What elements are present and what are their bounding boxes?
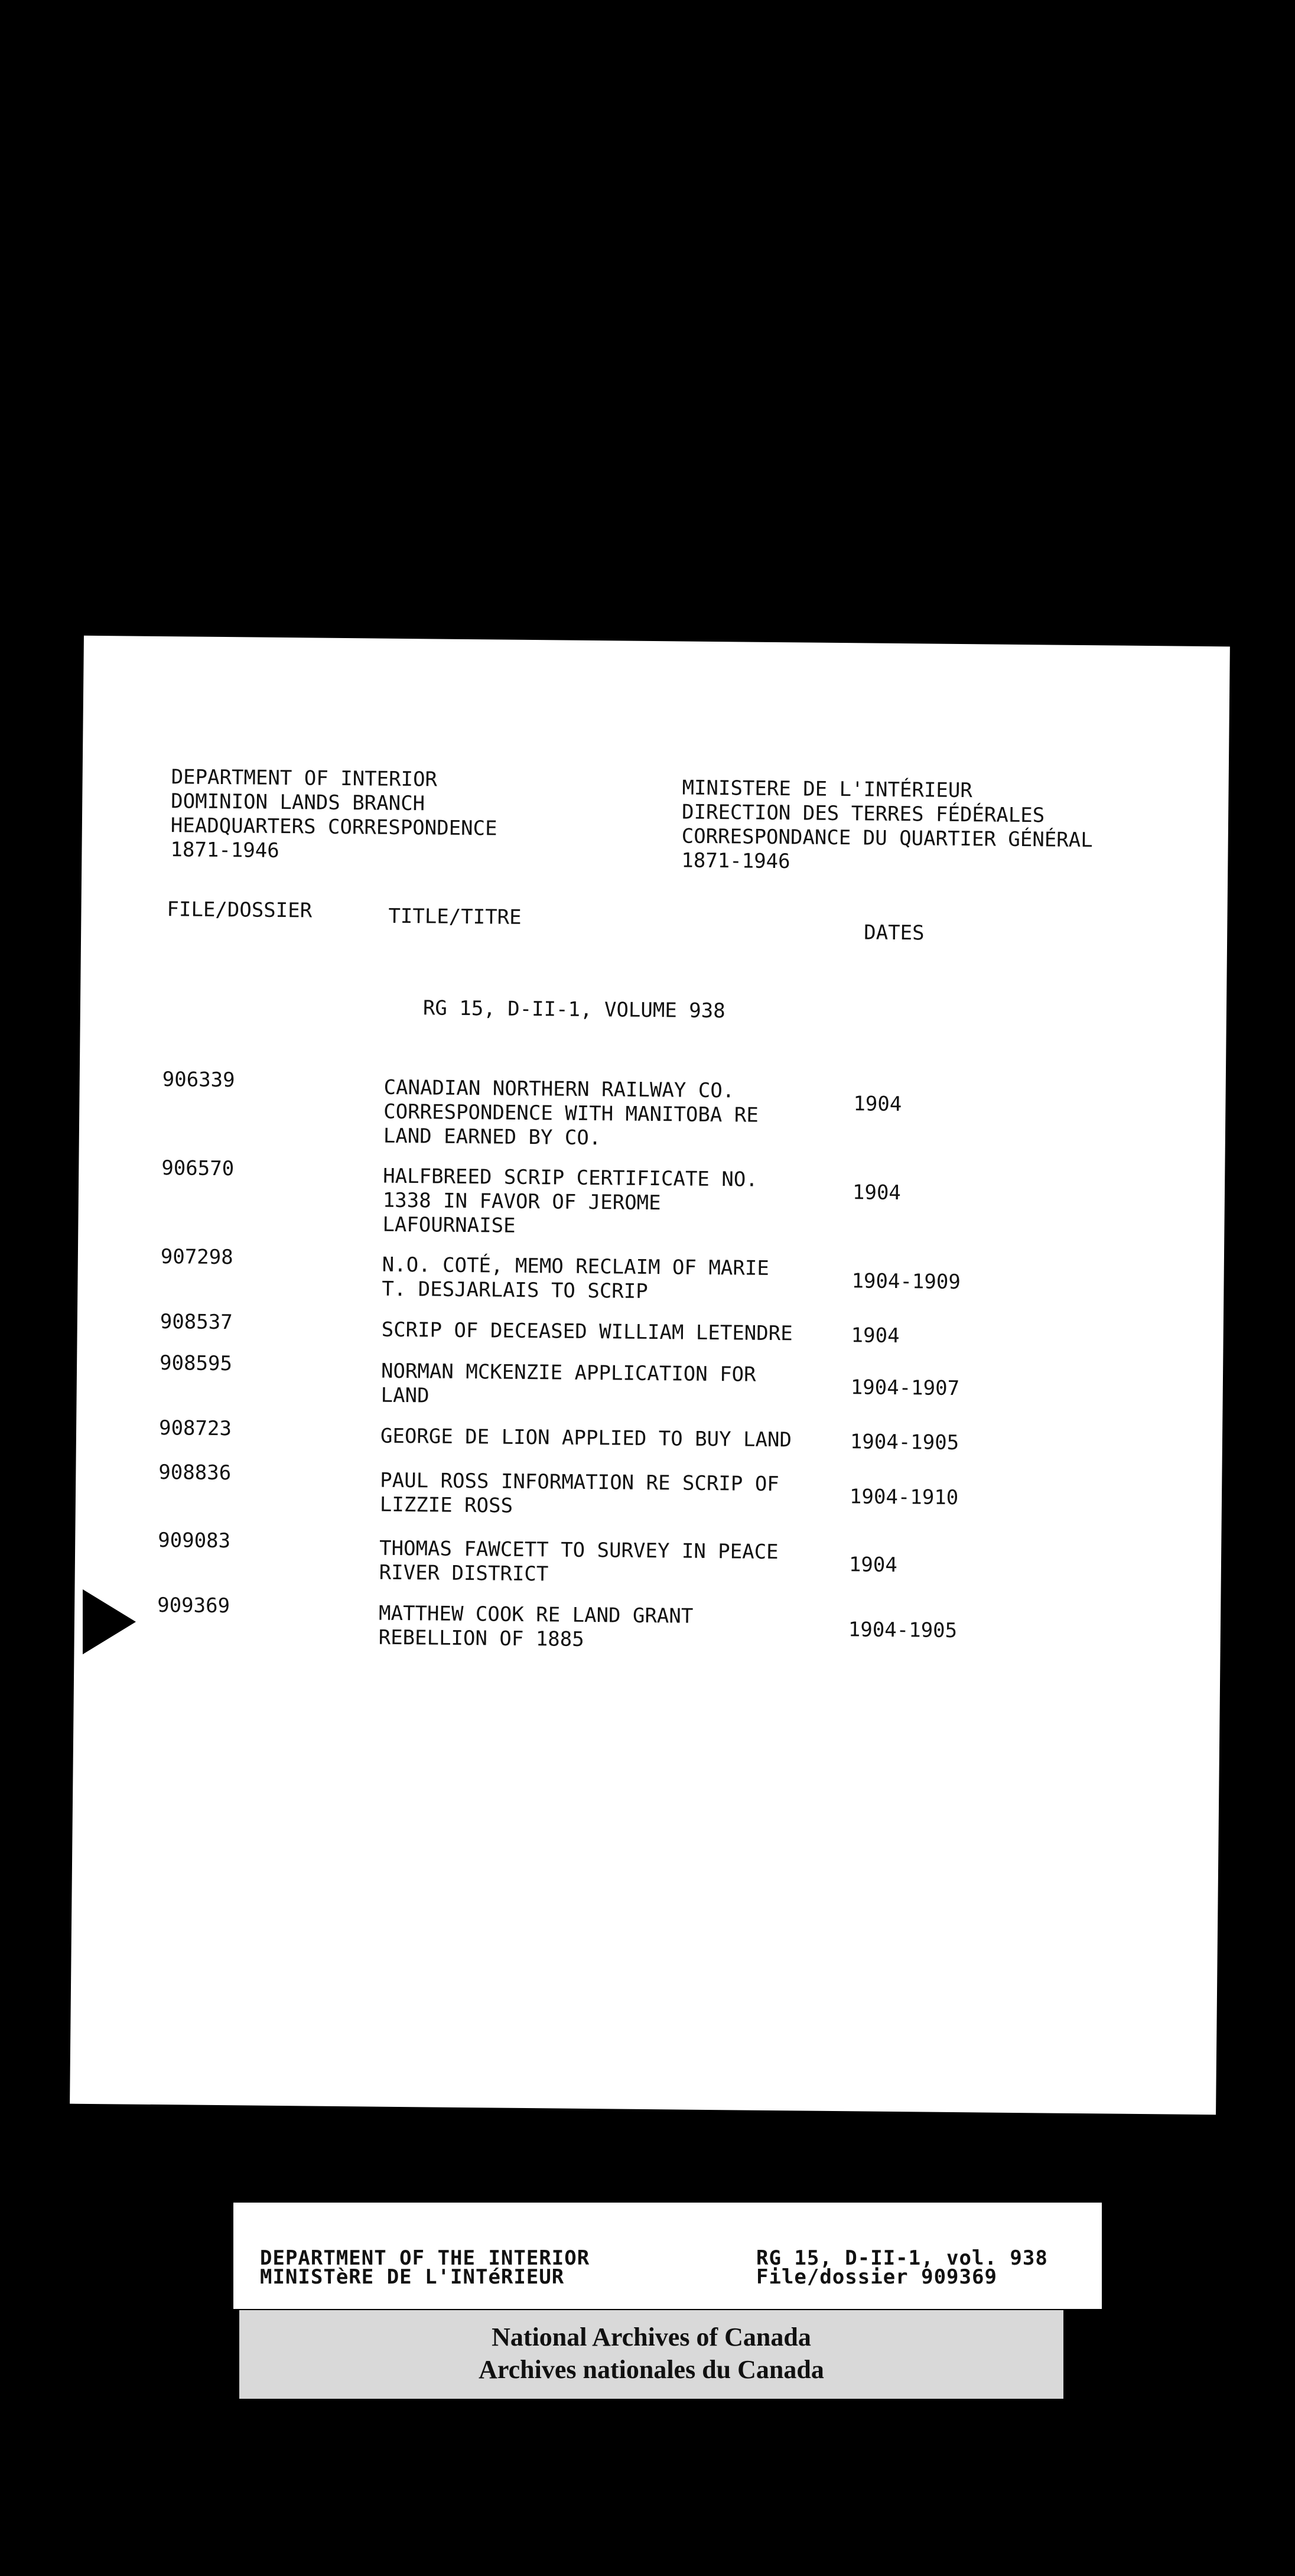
table-row bbox=[80, 1067, 1226, 1150]
file-title bbox=[383, 1076, 845, 1153]
file-dates: 1904 bbox=[851, 1323, 900, 1348]
file-dates: 1904-1905 bbox=[850, 1430, 959, 1455]
volume-reference: RG 15, D-II-1, VOLUME 938 bbox=[422, 996, 725, 1023]
header-line: 1871-1946 bbox=[170, 838, 279, 863]
title-line: LAND EARNED BY CO. bbox=[383, 1124, 601, 1150]
title-line: LAFOURNAISE bbox=[382, 1212, 516, 1238]
file-number: 909369 bbox=[157, 1593, 230, 1618]
file-dates: 1904-1907 bbox=[850, 1375, 960, 1401]
file-dates: 1904 bbox=[852, 1180, 902, 1205]
table-row bbox=[79, 1156, 1225, 1238]
header-line: CORRESPONDANCE DU QUARTIER GÉNÉRAL bbox=[681, 824, 1093, 853]
label-line: File/dossier 909369 bbox=[756, 2265, 997, 2289]
file-number: 909083 bbox=[158, 1528, 231, 1553]
title-line: CORRESPONDENCE WITH MANITOBA RE bbox=[383, 1100, 759, 1127]
file-dates: 1904-1910 bbox=[849, 1485, 959, 1510]
header-line: 1871-1946 bbox=[681, 848, 790, 874]
header-french bbox=[681, 776, 1094, 877]
title-line: NORMAN MCKENZIE APPLICATION FOR bbox=[380, 1359, 756, 1387]
title-line: REBELLION OF 1885 bbox=[378, 1625, 584, 1651]
table-row bbox=[75, 1528, 1221, 1586]
file-dates: 1904-1905 bbox=[848, 1618, 958, 1643]
label-reference bbox=[756, 2246, 1048, 2289]
file-title bbox=[379, 1537, 841, 1589]
column-header-dates: DATES bbox=[864, 921, 925, 945]
table-row bbox=[76, 1416, 1222, 1455]
title-line: 1338 IN FAVOR OF JEROME bbox=[382, 1188, 661, 1215]
file-title bbox=[380, 1424, 841, 1453]
title-line: MATTHEW COOK RE LAND GRANT bbox=[378, 1601, 694, 1628]
file-number: 906339 bbox=[162, 1068, 235, 1092]
header-line: HEADQUARTERS CORRESPONDENCE bbox=[170, 814, 497, 841]
header-line: DEPARTMENT OF INTERIOR bbox=[171, 765, 438, 792]
header-line: MINISTERE DE L'INTÉRIEUR bbox=[682, 776, 972, 803]
file-title bbox=[380, 1469, 841, 1521]
file-number: 908836 bbox=[158, 1461, 232, 1485]
title-line: RIVER DISTRICT bbox=[379, 1560, 549, 1586]
table-row bbox=[74, 1593, 1221, 1651]
file-title bbox=[380, 1359, 842, 1412]
table-row bbox=[76, 1460, 1222, 1518]
label-line: DEPARTMENT OF THE INTERIOR bbox=[260, 2246, 590, 2270]
title-line: LIZZIE ROSS bbox=[379, 1492, 513, 1518]
archive-stamp bbox=[239, 2310, 1063, 2399]
archive-name-fr: Archives nationales du Canada bbox=[479, 2355, 824, 2384]
file-title bbox=[379, 1602, 840, 1654]
title-line: THOMAS FAWCETT TO SURVEY IN PEACE bbox=[379, 1536, 779, 1565]
title-line: CANADIAN NORTHERN RAILWAY CO. bbox=[383, 1075, 735, 1103]
label-department bbox=[260, 2246, 590, 2289]
table-row bbox=[78, 1244, 1224, 1303]
title-line: PAUL ROSS INFORMATION RE SCRIP OF bbox=[380, 1468, 779, 1497]
page-notch bbox=[83, 1589, 136, 1654]
title-line: LAND bbox=[380, 1383, 430, 1408]
column-header-title: TITLE/TITRE bbox=[388, 904, 522, 929]
header-line: DOMINION LANDS BRANCH bbox=[171, 789, 425, 816]
file-dates: 1904 bbox=[853, 1092, 902, 1117]
table-row bbox=[77, 1309, 1224, 1348]
header-line: DIRECTION DES TERRES FÉDÉRALES bbox=[681, 800, 1045, 828]
column-header-file: FILE/DOSSIER bbox=[167, 897, 313, 923]
file-number: 908537 bbox=[160, 1310, 233, 1335]
label-line: MINISTèRE DE L'INTéRIEUR bbox=[260, 2265, 565, 2289]
file-title bbox=[382, 1165, 844, 1241]
file-number: 908723 bbox=[158, 1416, 232, 1441]
header-english bbox=[170, 765, 497, 865]
title-line: T. DESJARLAIS TO SCRIP bbox=[382, 1277, 648, 1303]
file-number: 907298 bbox=[160, 1245, 233, 1270]
file-title bbox=[382, 1253, 843, 1306]
document-page bbox=[70, 636, 1230, 2115]
title-line: GEORGE DE LION APPLIED TO BUY LAND bbox=[380, 1424, 792, 1452]
file-dates: 1904 bbox=[848, 1553, 898, 1578]
title-line: N.O. COTÉ, MEMO RECLAIM OF MARIE bbox=[382, 1253, 769, 1280]
microfilm-label bbox=[233, 2203, 1102, 2309]
title-line: SCRIP OF DECEASED WILLIAM LETENDRE bbox=[381, 1318, 793, 1346]
archive-name-en: National Archives of Canada bbox=[492, 2323, 811, 2351]
label-line: RG 15, D-II-1, vol. 938 bbox=[756, 2246, 1048, 2270]
table-row bbox=[77, 1351, 1223, 1408]
file-title bbox=[382, 1318, 842, 1346]
file-number: 906570 bbox=[161, 1156, 235, 1181]
title-line: HALFBREED SCRIP CERTIFICATE NO. bbox=[383, 1164, 758, 1192]
file-dates: 1904-1909 bbox=[851, 1269, 961, 1294]
file-number: 908595 bbox=[159, 1351, 233, 1376]
